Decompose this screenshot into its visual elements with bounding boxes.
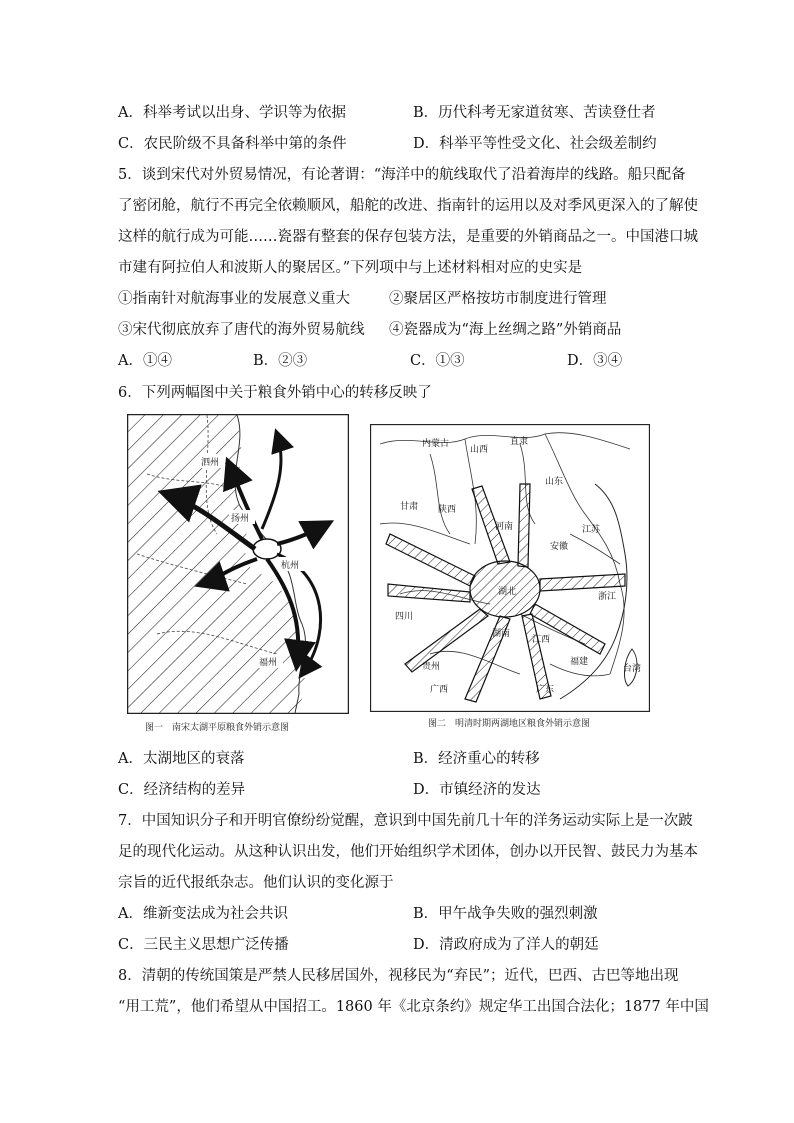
q5-option-c: C．①③: [410, 353, 465, 369]
q8-stem-line-2: “用工荒”，他们希望从中国招工。1860 年《北京条约》规定华工出国合法化；1877 年中国: [118, 999, 709, 1015]
fig2-label-shaanxi: 陕西: [438, 505, 457, 515]
fig2-label-guizhou: 贵州: [422, 662, 441, 672]
fig2-label-anhui: 安徽: [550, 542, 569, 552]
fig2-label-hunan: 湖南: [492, 629, 511, 639]
figure1-caption: 图一 南宋太湖平原粮食外销示意图: [145, 723, 290, 733]
q6-option-d: D．市镇经济的发达: [413, 782, 541, 798]
q5-stem-line-1: 5．谈到宋代对外贸易情况，有论著谓：“海洋中的航线取代了沿着海岸的线路。船只配备: [118, 167, 686, 183]
q4-option-c: C．农民阶级不具备科举中第的条件: [118, 136, 347, 152]
figure1-svg: [127, 414, 349, 714]
q7-option-b: B．甲午战争失败的强烈刺激: [413, 906, 598, 922]
fig2-label-hubei: 湖北: [498, 587, 517, 597]
fig2-label-shanxi: 山西: [470, 445, 489, 455]
fig2-label-fujian: 福建: [570, 657, 589, 667]
q8-stem-line-1: 8．清朝的传统国策是严禁人民移居国外，视移民为“弃民”；近代，巴西、古巴等地出现: [118, 968, 679, 984]
figure1-map: [127, 414, 349, 714]
fig2-label-neimenggu: 内蒙古: [422, 439, 450, 449]
fig2-label-jiangxi: 江西: [532, 635, 551, 645]
fig2-label-henan: 河南: [495, 522, 514, 532]
fig1-label-sizhou: 泗州: [201, 458, 220, 468]
q7-stem-line-2: 足的现代化运动。从这种认识出发，他们开始组织学术团体，创办以开民智、鼓民力为基本: [118, 844, 698, 860]
figure2-caption: 图二 明清时期两湖地区粮食外销示意图: [428, 719, 591, 729]
fig2-label-sichuan: 四川: [395, 612, 414, 622]
q7-option-a: A．维新变法成为社会共识: [118, 906, 288, 922]
q5-statement-1: ①指南针对航海事业的发展意义重大: [118, 291, 350, 307]
fig2-label-shandong: 山东: [545, 477, 564, 487]
q7-option-d: D．清政府成为了洋人的朝廷: [413, 937, 599, 953]
fig2-label-guangdong: 广东: [536, 685, 555, 695]
q6-option-b: B．经济重心的转移: [413, 751, 540, 767]
fig2-label-taiwan: 台湾: [623, 664, 642, 674]
q4-option-b: B．历代科考无家道贫寒、苦读登仕者: [413, 105, 656, 121]
q5-statement-4: ④瓷器成为“海上丝绸之路”外销商品: [389, 322, 622, 338]
fig2-label-gansu: 甘肃: [400, 502, 419, 512]
fig1-label-yangzhou: 扬州: [231, 514, 250, 524]
q5-stem-line-2: 了密闭舱，航行不再完全依赖顺风，船舵的改进、指南针的运用以及对季风更深入的了解使: [118, 198, 698, 214]
q5-option-a: A．①④: [118, 353, 172, 369]
q5-statement-2: ②聚居区严格按坊市制度进行管理: [389, 291, 607, 307]
fig2-label-guangxi: 广西: [430, 685, 449, 695]
q4-option-d: D．科举平等性受文化、社会级差制约: [413, 136, 657, 152]
q4-option-a: A．科举考试以出身、学识等为依据: [118, 105, 346, 121]
fig2-label-zhili: 直隶: [510, 437, 529, 447]
q5-stem-line-3: 这样的航行成为可能……瓷器有整套的保存包装方法，是重要的外销商品之一。中国港口城: [118, 229, 698, 245]
q5-option-b: B．②③: [253, 353, 308, 369]
fig2-label-jiangsu: 江苏: [582, 525, 601, 535]
q7-option-c: C．三民主义思想广泛传播: [118, 937, 289, 953]
q6-stem: 6．下列两幅图中关于粮食外销中心的转移反映了: [118, 385, 432, 401]
q6-option-a: A．太湖地区的衰落: [118, 751, 245, 767]
fig1-label-fuzhou: 福州: [259, 658, 278, 668]
q5-option-d: D．③④: [567, 353, 623, 369]
q6-option-c: C．经济结构的差异: [118, 782, 246, 798]
q5-statement-3: ③宋代彻底放弃了唐代的海外贸易航线: [118, 322, 365, 338]
q7-stem-line-1: 7．中国知识分子和开明官僚纷纷觉醒，意识到中国先前几十年的洋务运动实际上是一次跛: [118, 813, 693, 829]
figure2-map: [370, 424, 650, 712]
q5-stem-line-4: 市建有阿拉伯人和波斯人的聚居区。”下列项中与上述材料相对应的史实是: [118, 260, 583, 276]
fig1-label-hangzhou: 杭州: [281, 561, 300, 571]
figure2-svg: [370, 424, 650, 712]
fig2-label-zhejiang: 浙江: [598, 592, 617, 602]
q7-stem-line-3: 宗旨的近代报纸杂志。他们认识的变化源于: [118, 875, 394, 891]
